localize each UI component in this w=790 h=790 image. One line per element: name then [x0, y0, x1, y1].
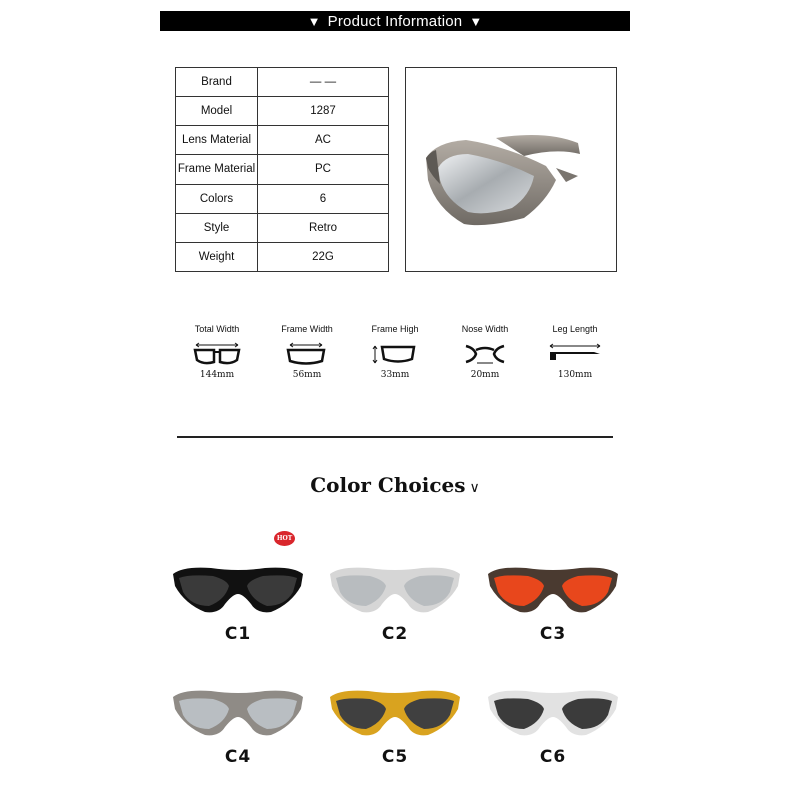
- sunglasses-icon: [163, 683, 313, 741]
- dimension-nose-width: [440, 322, 530, 380]
- spec-label: Brand: [176, 68, 258, 97]
- sunglasses-icon: [320, 683, 470, 741]
- spec-row: [176, 184, 389, 213]
- hot-badge: HOT: [274, 531, 295, 546]
- dimension-label: Total Width: [194, 324, 240, 334]
- dimension-label: Frame Width: [281, 324, 333, 334]
- spec-value: — —: [258, 68, 389, 97]
- spec-value: AC: [258, 126, 389, 155]
- color-choices-heading: [0, 473, 790, 497]
- leg-length-icon: [546, 342, 604, 366]
- banner-title: Product Information: [327, 12, 463, 30]
- chevron-down-icon: ∨: [469, 480, 480, 496]
- dimension-leg-length: [530, 322, 620, 380]
- dimension-value: 130mm: [557, 370, 593, 380]
- dimension-label: Leg Length: [552, 324, 598, 334]
- frame-width-icon: [282, 342, 332, 366]
- spec-table: [175, 67, 389, 272]
- spec-label: Lens Material: [176, 126, 258, 155]
- dimension-value: 33mm: [380, 370, 410, 380]
- color-code: C6: [539, 747, 567, 767]
- dimension-label: Frame High: [371, 324, 419, 334]
- dimension-guide: [170, 322, 620, 402]
- color-variant-card[interactable]: [163, 683, 313, 767]
- total-width-icon: [192, 342, 242, 366]
- color-code: C2: [381, 624, 409, 644]
- dimension-total-width: [172, 322, 262, 380]
- spec-value: PC: [258, 155, 389, 184]
- color-code: C5: [381, 747, 409, 767]
- sunglasses-icon: [163, 560, 313, 618]
- color-variant-card[interactable]: [320, 683, 470, 767]
- color-variant-card[interactable]: [163, 560, 313, 644]
- down-triangle-icon: ▼: [469, 13, 483, 29]
- product-information-banner: [160, 11, 630, 31]
- color-code: C4: [224, 747, 252, 767]
- spec-label: Colors: [176, 184, 258, 213]
- spec-label: Weight: [176, 242, 258, 271]
- spec-value: Retro: [258, 213, 389, 242]
- spec-value: 1287: [258, 97, 389, 126]
- dimension-frame-high: [350, 322, 440, 380]
- sunglasses-photo-icon: [406, 68, 616, 271]
- frame-high-icon: [370, 342, 420, 366]
- spec-value: 6: [258, 184, 389, 213]
- spec-label: Style: [176, 213, 258, 242]
- color-variant-card[interactable]: [320, 560, 470, 644]
- color-choices-title: Color Choices: [310, 473, 466, 497]
- spec-row: [176, 155, 389, 184]
- spec-row: [176, 126, 389, 155]
- sunglasses-icon: [320, 560, 470, 618]
- spec-row: [176, 97, 389, 126]
- spec-row: [176, 68, 389, 97]
- color-variant-card[interactable]: [478, 683, 628, 767]
- color-variant-card[interactable]: [478, 560, 628, 644]
- dimension-label: Nose Width: [461, 324, 509, 334]
- sunglasses-icon: [478, 560, 628, 618]
- dimension-value: 144mm: [199, 370, 235, 380]
- spec-row: [176, 213, 389, 242]
- nose-width-icon: [460, 342, 510, 366]
- section-divider: [177, 436, 613, 438]
- dimension-value: 56mm: [292, 370, 322, 380]
- color-code: C1: [224, 624, 252, 644]
- spec-value: 22G: [258, 242, 389, 271]
- product-photo: [405, 67, 617, 272]
- dimension-frame-width: [262, 322, 352, 380]
- spec-label: Frame Material: [176, 155, 258, 184]
- down-triangle-icon: ▼: [307, 13, 321, 29]
- sunglasses-icon: [478, 683, 628, 741]
- spec-row: [176, 242, 389, 271]
- color-code: C3: [539, 624, 567, 644]
- spec-label: Model: [176, 97, 258, 126]
- dimension-value: 20mm: [470, 370, 500, 380]
